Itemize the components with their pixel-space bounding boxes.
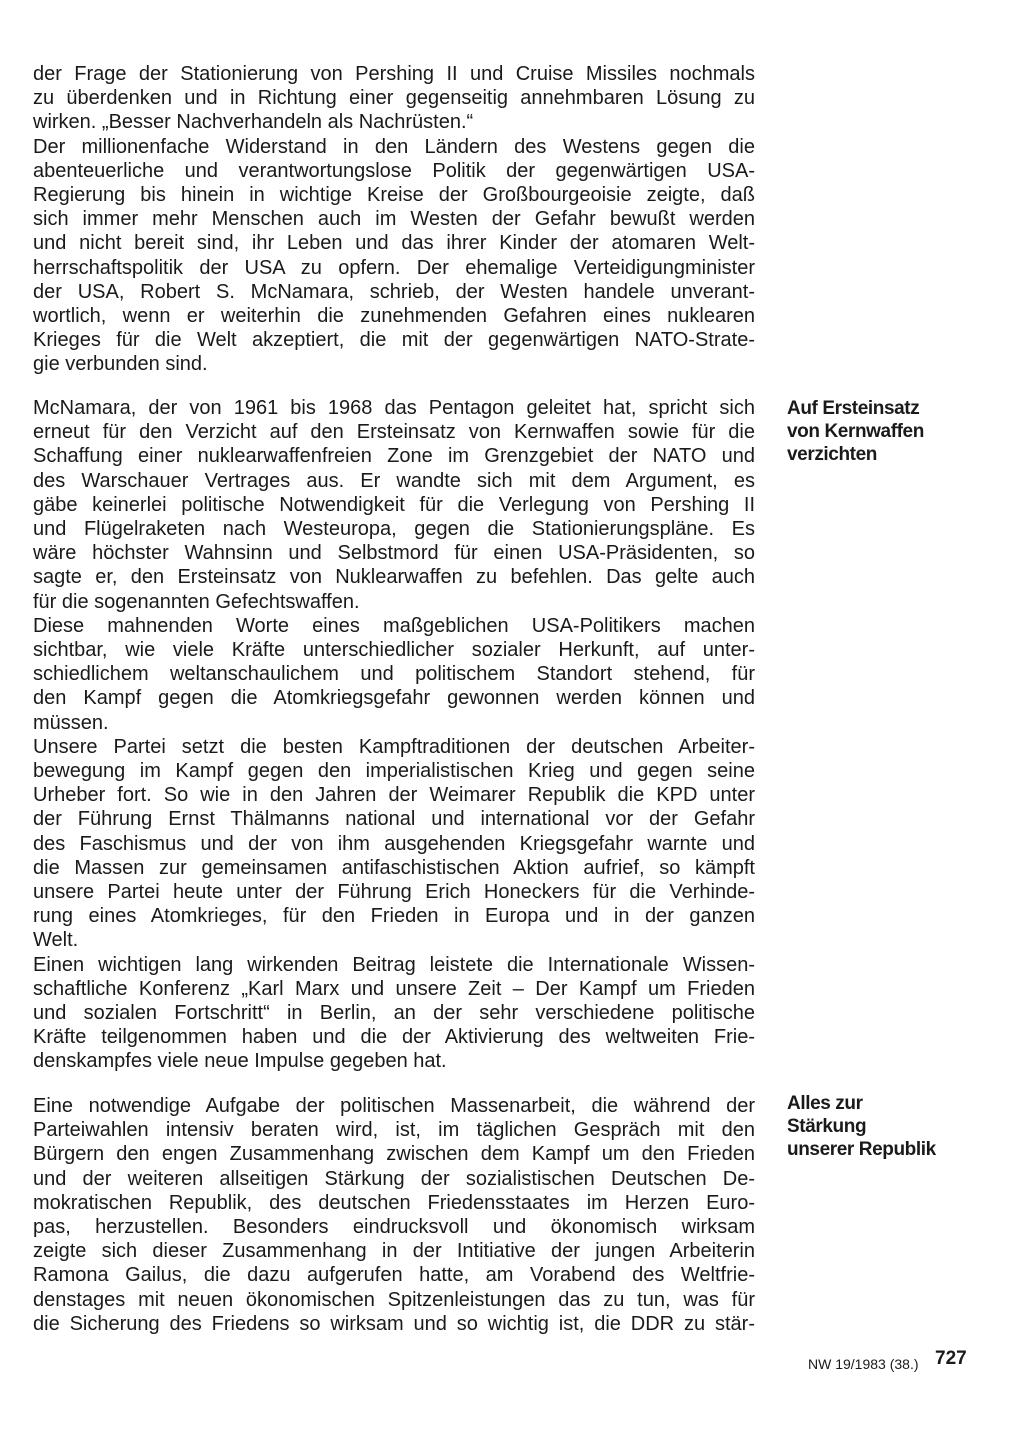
text-line: Ramona Gailus, die dazu aufgerufen hatte, am Vorabend des Weltfrie- <box>33 1264 755 1287</box>
text-line: unsere Partei heute unter der Führung Erich Honeckers für die Verhinde- <box>33 880 755 903</box>
text-line: der Führung Ernst Thälmanns national und international vor der Gefahr <box>33 808 755 831</box>
text-line: und Flügelraketen nach Westeuropa, gegen die Stationierungspläne. Es <box>33 517 755 540</box>
text-line: Parteiwahlen intensiv beraten wird, ist, im täglichen Gespräch mit den <box>33 1119 755 1142</box>
text-line: denstages mit neuen ökonomischen Spitzenleistungen das zu tun, was für <box>33 1288 755 1311</box>
text-line: die Massen zur gemeinsamen antifaschistischen Aktion aufrief, so kämpft <box>33 856 755 879</box>
text-line: und sozialen Fortschritt“ in Berlin, an der sehr verschiedene politische <box>33 1001 755 1024</box>
paragraph-6 <box>33 953 755 1074</box>
text-line: zeigte sich dieser Zusammenhang in der Intitiative der jungen Arbeiterin <box>33 1240 755 1263</box>
margin-note-line: Stärkung <box>787 1116 867 1137</box>
issue-reference: NW 19/1983 (38.) <box>808 1356 919 1372</box>
text-line: rung eines Atomkrieges, für den Frieden in Europa und in der ganzen <box>33 905 755 928</box>
text-line: bewegung im Kampf gegen den imperialistischen Krieg und gegen seine <box>33 759 755 782</box>
text-line: abenteuerliche und verantwortungslose Politik der gegenwärtigen USA- <box>33 159 755 182</box>
text-line: Diese mahnenden Worte eines maßgeblichen USA-Politikers machen <box>33 614 755 637</box>
text-line: denskampfes viele neue Impulse gegeben hat. <box>33 1050 447 1073</box>
text-line: und nicht bereit sind, ihr Leben und das ihrer Kinder der atomaren Welt- <box>33 232 755 255</box>
text-line: Bürgern den engen Zusammenhang zwischen dem Kampf um den Frieden <box>33 1143 755 1166</box>
paragraph-2 <box>33 135 755 377</box>
text-line: herrschaftspolitik der USA zu opfern. Der ehemalige Verteidigungminister <box>33 256 755 279</box>
paragraph-5 <box>33 735 755 953</box>
text-line: Kräfte teilgenommen haben und die der Aktivierung des weltweiten Frie- <box>33 1026 755 1049</box>
text-line: gäbe keinerlei politische Notwendigkeit für die Verlegung von Pershing II <box>33 493 755 516</box>
margin-note-line: unserer Republik <box>787 1139 936 1160</box>
text-line: für die sogenannten Gefechtswaffen. <box>33 590 360 613</box>
text-line: müssen. <box>33 711 109 734</box>
text-line: erneut für den Verzicht auf den Ersteinsatz von Kernwaffen sowie für die <box>33 421 755 444</box>
margin-note-staerkung <box>787 1092 987 1161</box>
text-line: Regierung bis hinein in wichtige Kreise der Großbourgeoisie zeigte, daß <box>33 183 755 206</box>
text-line: pas, herzustellen. Besonders eindrucksvoll und ökonomisch wirksam <box>33 1215 755 1238</box>
text-line: Krieges für die Welt akzeptiert, die mit der gegenwärtigen NATO-Strate- <box>33 329 755 352</box>
text-line: und der weiteren allseitigen Stärkung der sozialistischen Deutschen De- <box>33 1167 755 1190</box>
text-line: sichtbar, wie viele Kräfte unterschiedlicher sozialer Herkunft, auf unter- <box>33 638 755 661</box>
text-line: des Faschismus und der von ihm ausgehenden Kriegsgefahr warnte und <box>33 832 755 855</box>
text-line: zu überdenken und in Richtung einer gegenseitig annehmbaren Lösung zu <box>33 87 755 110</box>
text-line: mokratischen Republik, des deutschen Friedensstaates im Herzen Euro- <box>33 1191 755 1214</box>
text-line: die Sicherung des Friedens so wirksam und so wichtig ist, die DDR zu stär- <box>33 1312 755 1335</box>
paragraph-1 <box>33 62 755 135</box>
margin-note-line: von Kernwaffen <box>787 421 924 442</box>
text-line: wäre höchster Wahnsinn und Selbstmord für einen USA-Präsidenten, so <box>33 542 755 565</box>
text-line: des Warschauer Vertrages aus. Er wandte sich mit dem Argument, es <box>33 469 755 492</box>
text-line: Eine notwendige Aufgabe der politischen Massenarbeit, die während der <box>33 1095 755 1117</box>
text-line: McNamara, der von 1961 bis 1968 das Pentagon geleitet hat, spricht sich <box>33 397 755 419</box>
text-line: der USA, Robert S. McNamara, schrieb, der Westen handele unverant- <box>33 280 755 303</box>
page-number: 727 <box>935 1348 967 1369</box>
text-line: Einen wichtigen lang wirkenden Beitrag leistete die Internationale Wissen- <box>33 953 755 976</box>
text-line: der Frage der Stationierung von Pershing II und Cruise Missiles nochmals <box>33 63 755 85</box>
text-line: Unsere Partei setzt die besten Kampftraditionen der deutschen Arbeiter- <box>33 735 755 758</box>
margin-note-line: Alles zur <box>787 1093 863 1114</box>
text-line: Welt. <box>33 929 79 952</box>
text-line: Der millionenfache Widerstand in den Ländern des Westens gegen die <box>33 135 755 158</box>
paragraph-4 <box>33 614 755 735</box>
text-line: Schaffung einer nuklearwaffenfreien Zone im Grenzgebiet der NATO und <box>33 445 755 468</box>
paragraph-7 <box>33 1094 755 1336</box>
text-line: schiedlichem weltanschaulichem und politischem Standort stehend, für <box>33 663 755 686</box>
paragraph-3 <box>33 396 755 614</box>
margin-note-line: Auf Ersteinsatz <box>787 398 920 419</box>
text-line: wortlich, wenn er weiterhin die zunehmenden Gefahren eines nuklearen <box>33 304 755 327</box>
margin-note-line: verzichten <box>787 444 877 465</box>
text-line: wirken. „Besser Nachverhandeln als Nachrüsten.“ <box>33 111 474 134</box>
margin-note-ersteinsatz <box>787 397 987 466</box>
text-line: schaftliche Konferenz „Karl Marx und unsere Zeit – Der Kampf um Frieden <box>33 977 755 1000</box>
text-line: gie verbunden sind. <box>33 353 208 376</box>
text-line: sich immer mehr Menschen auch im Westen der Gefahr bewußt werden <box>33 208 755 231</box>
text-line: den Kampf gegen die Atomkriegsgefahr gewonnen werden können und <box>33 687 755 710</box>
text-line: sagte er, den Ersteinsatz von Nuklearwaffen zu befehlen. Das gelte auch <box>33 566 755 589</box>
text-line: Urheber fort. So wie in den Jahren der Weimarer Republik die KPD unter <box>33 784 755 807</box>
